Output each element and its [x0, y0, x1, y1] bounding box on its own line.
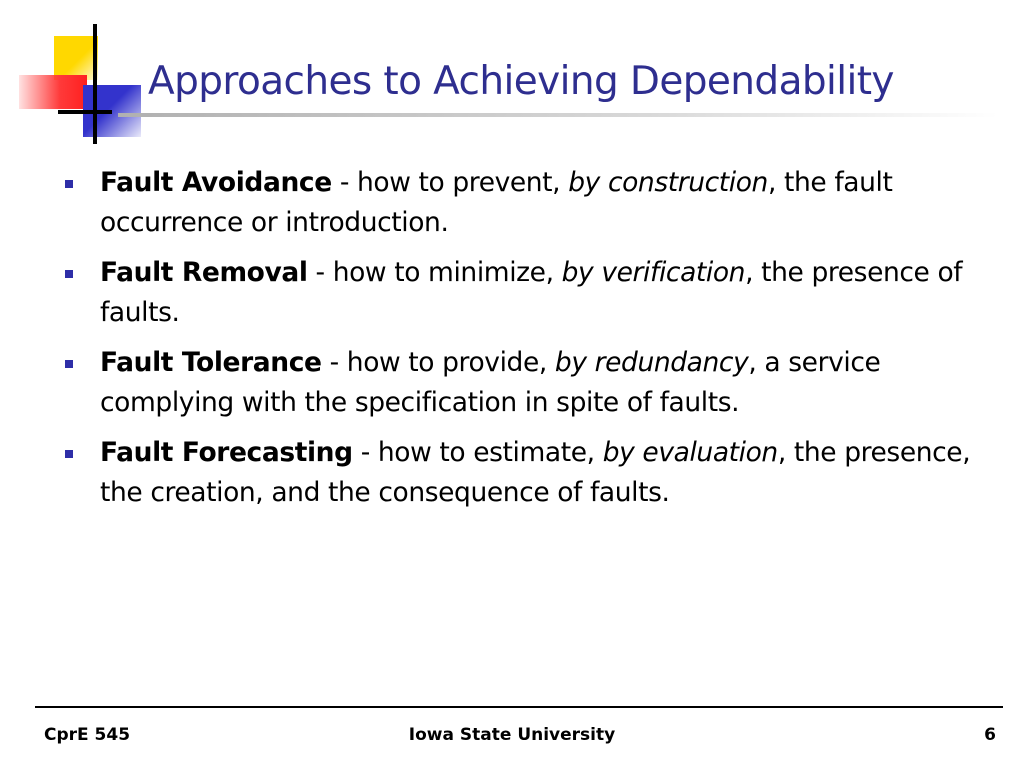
bullet-emphasis: by redundancy	[554, 347, 749, 378]
bullet-emphasis: by evaluation	[602, 437, 778, 468]
bullet-item	[60, 163, 980, 243]
bullet-tail: , the fault occurrence or introduction.	[100, 167, 893, 238]
bullet-item	[60, 253, 980, 333]
bullet-lead: - how to prevent,	[331, 167, 569, 198]
bullet-tail: , the presence of faults.	[100, 257, 963, 328]
bullet-lead: - how to provide,	[321, 347, 555, 378]
red-bar-graphic	[19, 75, 87, 109]
footer-institution: Iowa State University	[408, 725, 616, 745]
horizontal-line-graphic	[58, 110, 112, 114]
bullet-list	[60, 163, 980, 523]
square-bullet-icon	[65, 450, 73, 458]
title-underline	[118, 113, 998, 117]
yellow-square-graphic	[54, 36, 98, 80]
slide-title: Approaches to Achieving Dependability	[148, 59, 894, 104]
bullet-item	[60, 343, 980, 423]
bullet-emphasis: by verification	[561, 257, 746, 288]
footer-divider	[35, 706, 1003, 708]
bullet-lead: - how to minimize,	[307, 257, 562, 288]
bullet-term: Fault Forecasting	[100, 437, 353, 468]
square-bullet-icon	[65, 180, 73, 188]
bullet-term: Fault Tolerance	[100, 347, 322, 378]
footer-course: CprE 545	[44, 725, 131, 745]
bullet-term: Fault Avoidance	[100, 167, 332, 198]
bullet-emphasis: by construction	[568, 167, 768, 198]
vertical-line-graphic	[93, 24, 97, 144]
bullet-term: Fault Removal	[100, 257, 308, 288]
footer-page-number: 6	[984, 725, 996, 745]
square-bullet-icon	[65, 270, 73, 278]
bullet-tail: , a service complying with the specification in spite of faults.	[100, 347, 881, 418]
bullet-tail: , the presence, the creation, and the consequence of faults.	[100, 437, 971, 508]
square-bullet-icon	[65, 360, 73, 368]
bullet-lead: - how to estimate,	[352, 437, 603, 468]
bullet-item	[60, 433, 980, 513]
